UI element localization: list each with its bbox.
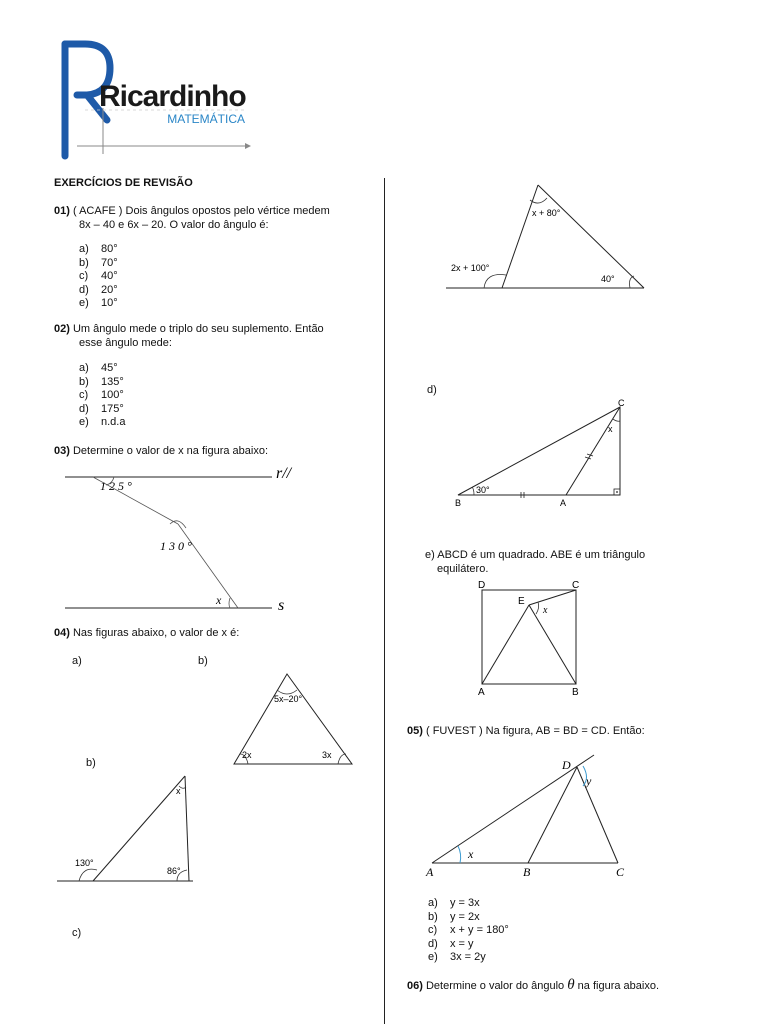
- figure-q03: [60, 458, 310, 618]
- question-number: 05): [407, 725, 423, 737]
- option: e) 10°: [79, 297, 118, 309]
- angle-label: 1 3 0 °: [160, 539, 192, 553]
- question-text: 8x – 40 e 6x – 20. O valor do ângulo é:: [79, 219, 269, 231]
- option: b) y = 2x: [428, 910, 480, 923]
- angle-label: 5x–20°: [274, 694, 303, 704]
- angle-label: 2x: [242, 750, 252, 760]
- question-03: [54, 445, 268, 459]
- question-number: 01): [54, 205, 70, 217]
- x-label: x: [608, 424, 613, 434]
- option: a) y = 3x: [428, 897, 480, 909]
- figure-q05: [420, 750, 635, 882]
- figure-label-e: e) ABCD é um quadrado. ABE é um triângulo: [425, 549, 646, 561]
- question-text: Um ângulo mede o triplo do seu suplemento. Então: [72, 323, 324, 335]
- angle-label: 40°: [601, 274, 615, 284]
- x-label: x: [216, 593, 222, 607]
- logo-subtitle: MATEMÁTICA: [167, 112, 245, 126]
- question-01: [54, 205, 330, 219]
- vertex-label: C: [572, 580, 580, 591]
- option: c) 100°: [79, 389, 124, 401]
- angle-label: 86°: [167, 866, 181, 876]
- figure-label-e-cont: equilátero.: [437, 563, 489, 575]
- y-label: y: [586, 774, 592, 788]
- question-number: 06): [407, 980, 423, 992]
- vertex-label: A: [426, 865, 434, 879]
- x-label: x: [176, 786, 181, 796]
- vertex-label: A: [560, 498, 567, 508]
- question-text: Determine o valor do ângulo: [425, 980, 565, 992]
- figure-label-b: b): [86, 757, 96, 769]
- option: e) n.d.a: [79, 416, 126, 428]
- question-text: ( FUVEST ) Na figura, AB = BD = CD. Então:: [425, 725, 645, 737]
- vertex-label: C: [618, 398, 625, 408]
- question-text: Nas figuras abaixo, o valor de x é:: [72, 627, 240, 639]
- question-text: ( ACAFE ) Dois ângulos opostos pelo vértice medem: [72, 205, 330, 217]
- vertex-label: B: [455, 498, 462, 508]
- figure-label-c: c): [72, 927, 82, 939]
- option: b) 70°: [79, 256, 118, 269]
- option: c) 40°: [79, 270, 118, 282]
- figure-q04-d: [450, 395, 640, 510]
- figure-label-d: d): [427, 384, 437, 396]
- question-number: 03): [54, 445, 70, 457]
- option: a) 45°: [79, 362, 118, 374]
- question-04: [54, 627, 239, 641]
- option: c) x + y = 180°: [428, 924, 509, 936]
- vertex-label: E: [518, 596, 525, 607]
- vertex-label: D: [562, 758, 571, 772]
- question-number: 04): [54, 627, 70, 639]
- figure-q04-a: [222, 668, 362, 768]
- option: b) 135°: [79, 375, 124, 388]
- question-text: na figura abaixo.: [577, 980, 660, 992]
- angle-label: 130°: [75, 858, 94, 868]
- x-label: x: [468, 847, 474, 861]
- question-06: [407, 979, 659, 994]
- vertex-label: C: [616, 865, 625, 879]
- question-text: esse ângulo mede:: [79, 337, 172, 349]
- vertex-label: B: [572, 687, 579, 698]
- question-05: [407, 725, 645, 739]
- vertex-label: B: [523, 865, 531, 879]
- angle-label: 30°: [476, 485, 490, 495]
- figure-q04-c: [444, 182, 649, 294]
- column-divider: [384, 178, 385, 1024]
- option: a) 80°: [79, 243, 118, 255]
- question-number: 02): [54, 323, 70, 335]
- figure-label-a: a): [72, 655, 82, 667]
- option: d) 175°: [79, 402, 124, 415]
- line-r-label: r//: [276, 465, 292, 482]
- theta-symbol: θ: [567, 977, 575, 993]
- angle-label: 3x: [322, 750, 332, 760]
- line-s-label: s: [278, 597, 285, 614]
- vertex-label: D: [478, 580, 486, 591]
- figure-q04-b: [55, 770, 200, 890]
- figure-q04-e: [470, 576, 590, 698]
- angle-label: 2x + 100°: [451, 263, 490, 273]
- angle-label: 1 2 5 °: [100, 479, 132, 493]
- x-label: x: [543, 605, 548, 616]
- vertex-label: A: [478, 687, 485, 698]
- option: e) 3x = 2y: [428, 951, 486, 963]
- angle-label: x + 80°: [532, 208, 561, 218]
- option: d) 20°: [79, 283, 118, 296]
- question-text: Determine o valor de x na figura abaixo:: [72, 445, 269, 457]
- ricardinho-logo: [55, 38, 255, 163]
- option: d) x = y: [428, 937, 474, 950]
- question-02: [54, 323, 324, 337]
- logo-name: Ricardinho: [99, 80, 246, 113]
- section-title: EXERCÍCIOS DE REVISÃO: [54, 177, 193, 189]
- figure-label-b: b): [198, 655, 208, 667]
